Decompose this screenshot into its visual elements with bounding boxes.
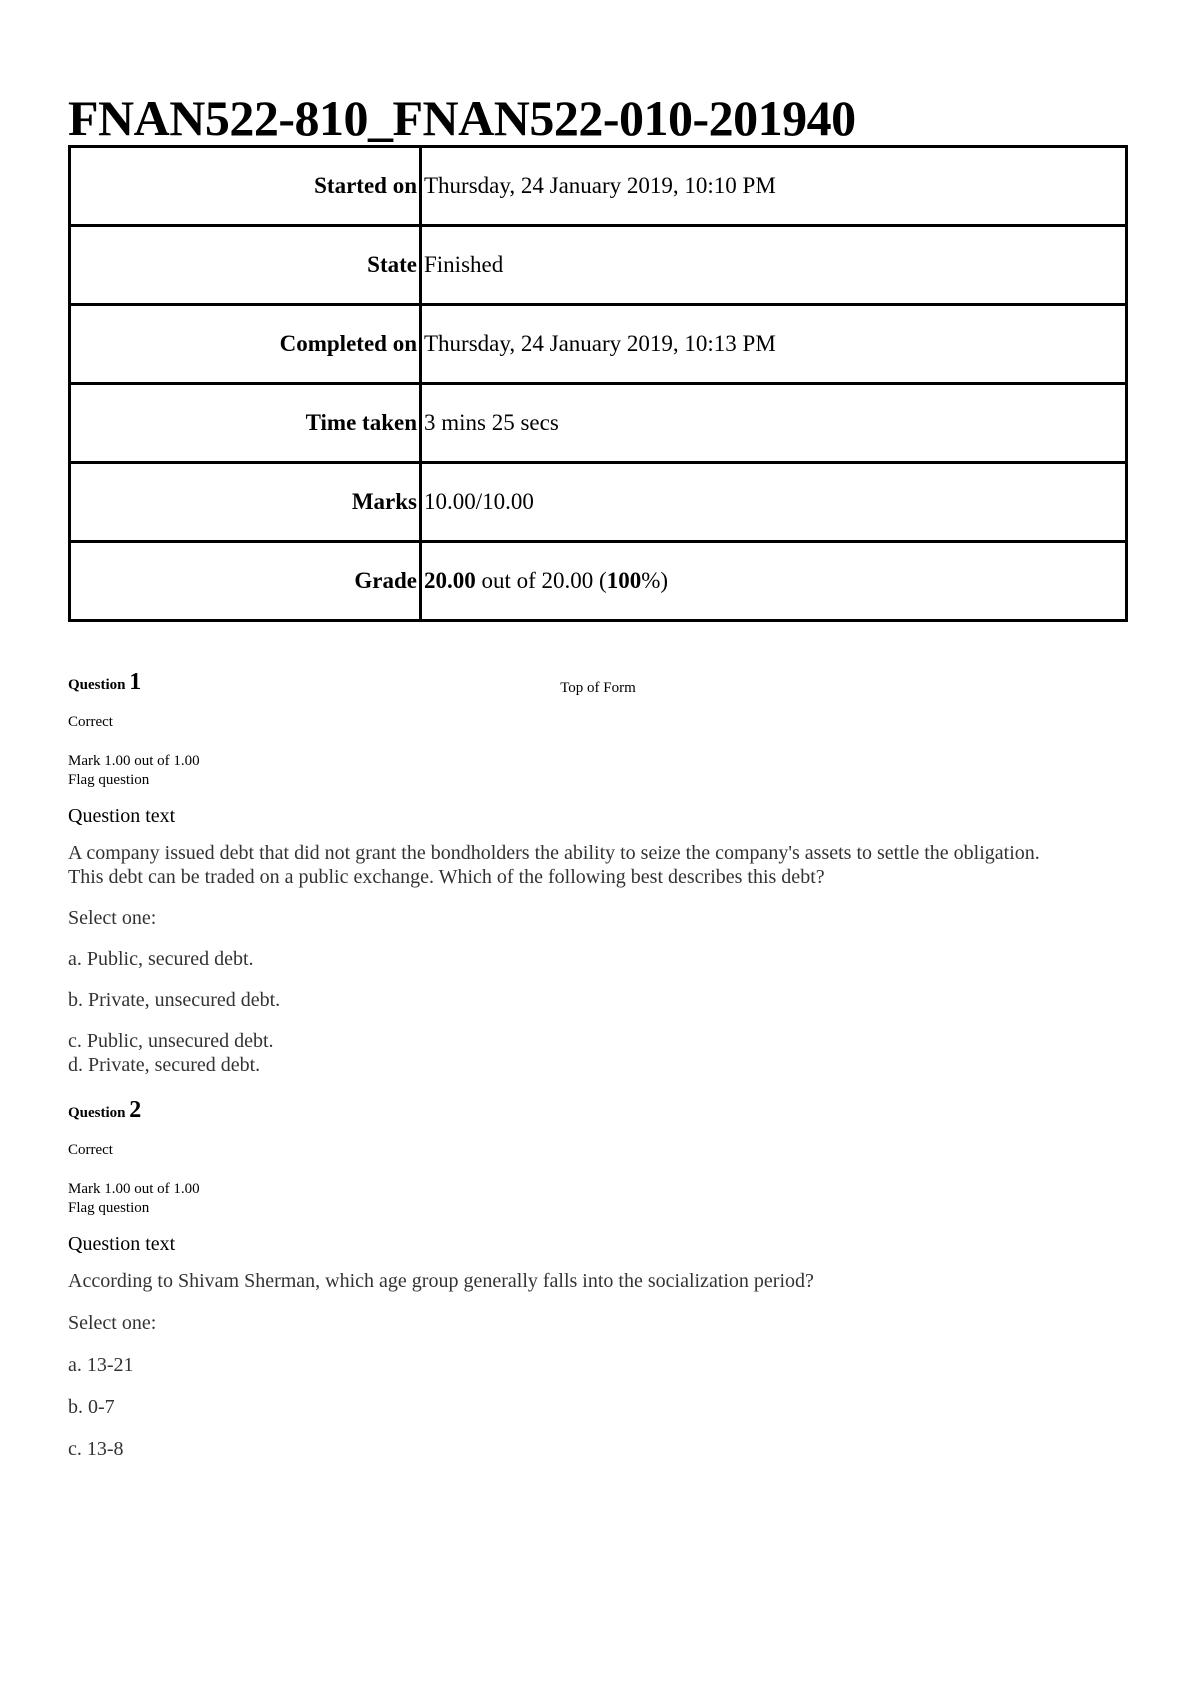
answer-option-c[interactable]: c. Public, unsecured debt. [68, 1030, 274, 1052]
question-status: Correct [68, 714, 113, 730]
grade-out-of: out of 20.00 ( [475, 568, 607, 593]
select-one-label: Select one: [68, 1312, 157, 1334]
summary-row-marks [70, 463, 1127, 542]
grade-score: 20.00 [424, 568, 476, 593]
question-number: 2 [129, 1097, 142, 1123]
completed-value: Thursday, 24 January 2019, 10:13 PM [421, 305, 1127, 384]
started-value: Thursday, 24 January 2019, 10:10 PM [421, 147, 1127, 226]
top-of-form-marker: Top of Form [560, 680, 636, 696]
grade-end: %) [641, 568, 669, 593]
summary-row-completed [70, 305, 1127, 384]
completed-label: Completed on [70, 305, 421, 384]
question-mark: Mark 1.00 out of 1.00 [68, 1181, 200, 1197]
answer-option-b[interactable]: b. 0-7 [68, 1396, 115, 1418]
answer-option-b[interactable]: b. Private, unsecured debt. [68, 989, 281, 1011]
marks-label: Marks [70, 463, 421, 542]
select-one-label: Select one: [68, 907, 157, 929]
flag-question-link[interactable]: Flag question [68, 1200, 150, 1216]
grade-percent: 100 [606, 568, 642, 593]
question-mark: Mark 1.00 out of 1.00 [68, 753, 200, 769]
state-label: State [70, 226, 421, 305]
question-status: Correct [68, 1142, 113, 1158]
question-heading [68, 670, 141, 697]
grade-value [421, 542, 1127, 621]
started-label: Started on [70, 147, 421, 226]
summary-row-started [70, 147, 1127, 226]
question-text-line-1: According to Shivam Sherman, which age group generally falls into the socialization period? [68, 1270, 814, 1292]
answer-option-a[interactable]: a. Public, secured debt. [68, 948, 254, 970]
question-heading [68, 1098, 141, 1125]
question-label: Question [68, 677, 126, 693]
time-taken-label: Time taken [70, 384, 421, 463]
quiz-summary-table [68, 145, 1128, 622]
question-text-line-2: This debt can be traded on a public exchange. Which of the following best describes this debt? [68, 866, 825, 888]
question-number: 1 [129, 669, 142, 695]
question-text-line-1: A company issued debt that did not grant the bondholders the ability to seize the company's assets to settle the obligation. [68, 842, 1040, 864]
state-value: Finished [421, 226, 1127, 305]
answer-option-c[interactable]: c. 13-8 [68, 1438, 124, 1460]
page-title: FNAN522-810_FNAN522-010-201940 [68, 90, 856, 146]
summary-row-state [70, 226, 1127, 305]
question-text-label: Question text [68, 1233, 176, 1255]
time-taken-value: 3 mins 25 secs [421, 384, 1127, 463]
summary-row-time [70, 384, 1127, 463]
flag-question-link[interactable]: Flag question [68, 772, 150, 788]
answer-option-d[interactable]: d. Private, secured debt. [68, 1054, 261, 1076]
marks-value: 10.00/10.00 [421, 463, 1127, 542]
answer-option-a[interactable]: a. 13-21 [68, 1354, 134, 1376]
grade-label: Grade [70, 542, 421, 621]
question-label: Question [68, 1105, 126, 1121]
question-text-label: Question text [68, 805, 176, 827]
summary-row-grade [70, 542, 1127, 621]
